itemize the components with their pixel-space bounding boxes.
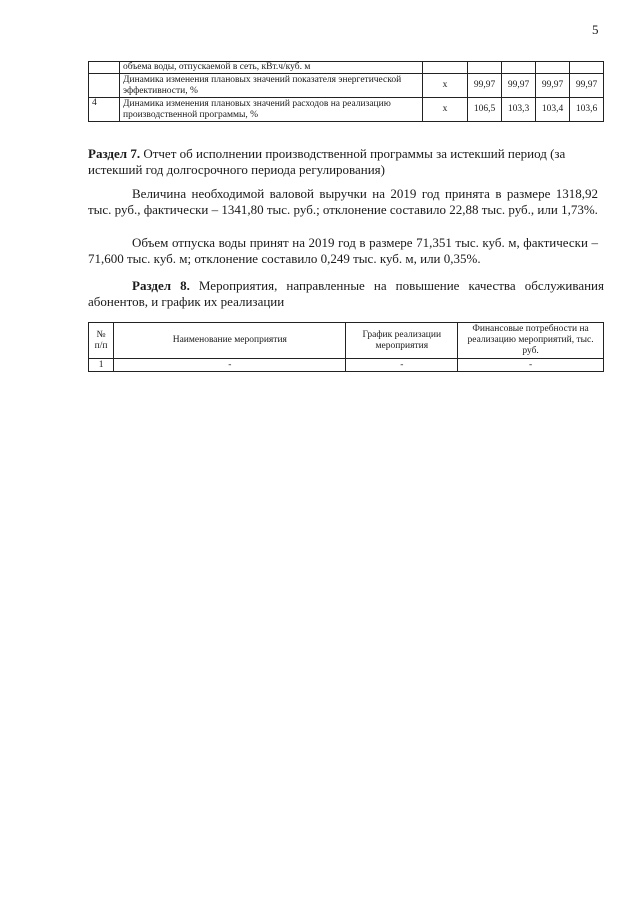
header-number: № п/п <box>89 323 114 359</box>
row-description: Динамика изменения плановых значений показателя энергетической эффективности, % <box>120 74 423 98</box>
value-cell <box>536 62 570 74</box>
indicators-table <box>88 61 604 122</box>
value-cell <box>502 62 536 74</box>
row-number: 4 <box>89 98 120 122</box>
base-value: x <box>423 74 468 98</box>
value-cell: 99,97 <box>502 74 536 98</box>
row-description: Динамика изменения плановых значений расходов на реализацию производственной программы, % <box>120 98 423 122</box>
value-cell: 99,97 <box>468 74 502 98</box>
section7-heading <box>88 146 604 178</box>
table-row <box>89 359 604 372</box>
header-financial-needs: Финансовые потребности на реализацию мероприятий, тыс. руб. <box>458 323 604 359</box>
page-number: 5 <box>592 22 599 37</box>
value-cell: 99,97 <box>570 74 604 98</box>
value-cell: 99,97 <box>536 74 570 98</box>
value-cell: 106,5 <box>468 98 502 122</box>
cell-schedule: - <box>346 359 458 372</box>
section7-paragraph-volume: Объем отпуска воды принят на 2019 год в размере 71,351 тыс. куб. м, фактически – 71,600 тыс. куб. м; отклонение составило 0,249 тыс. куб. м, или 0,35%. <box>88 235 598 266</box>
header-measure-name: Наименование мероприятия <box>114 323 346 359</box>
section8-label: Раздел 8. <box>132 278 190 293</box>
table-header-row <box>89 323 604 359</box>
value-cell <box>468 62 502 74</box>
section7-label: Раздел 7. <box>88 146 141 161</box>
header-schedule: График реализации мероприятия <box>346 323 458 359</box>
table-row <box>89 98 604 122</box>
value-cell: 103,6 <box>570 98 604 122</box>
value-cell: 103,3 <box>502 98 536 122</box>
value-cell <box>570 62 604 74</box>
row-description: объема воды, отпускаемой в сеть, кВт.ч/куб. м <box>120 62 423 74</box>
section8-heading <box>88 278 604 310</box>
row-number <box>89 62 120 74</box>
measures-table <box>88 322 604 372</box>
cell-number: 1 <box>89 359 114 372</box>
section7-title: Отчет об исполнении производственной программы за истекший период (за истекший год долгосрочного периода регулирования) <box>88 146 566 177</box>
section8-title: Мероприятия, направленные на повышение качества обслуживания абонентов, и график их реализации <box>88 278 604 309</box>
cell-measure-name: - <box>114 359 346 372</box>
section7-paragraph-revenue: Величина необходимой валовой выручки на 2019 год принята в размере 1318,92 тыс. руб., фактически – 1341,80 тыс. руб.; отклонение составило 22,88 тыс. руб., или 1,73%. <box>88 186 598 217</box>
table-row <box>89 62 604 74</box>
base-value <box>423 62 468 74</box>
row-number <box>89 74 120 98</box>
cell-financial-needs: - <box>458 359 604 372</box>
value-cell: 103,4 <box>536 98 570 122</box>
base-value: x <box>423 98 468 122</box>
table-row <box>89 74 604 98</box>
